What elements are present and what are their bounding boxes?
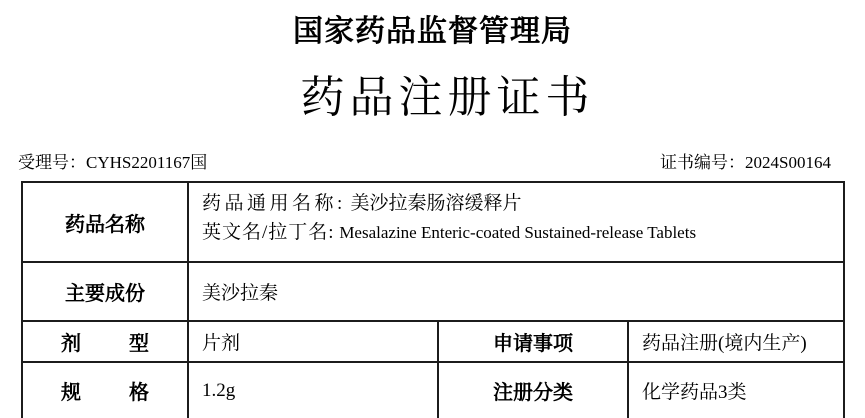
specification-label-cell <box>22 362 188 418</box>
table-row-drug-name <box>22 182 844 262</box>
issuing-authority-title: 国家药品监督管理局 <box>293 15 572 48</box>
english-name-value: Mesalazine Enteric-coated Sustained-release Tablets <box>339 223 697 242</box>
generic-name-line <box>202 189 835 218</box>
application-item-value-cell: 药品注册(境内生产) <box>628 321 844 362</box>
drug-name-label-cell: 药品名称 <box>22 182 188 262</box>
dosage-form-value-cell: 片剂 <box>188 321 438 362</box>
english-name-line <box>202 218 835 247</box>
table-row-dosage-form <box>22 321 844 362</box>
drug-name-value-cell <box>188 182 844 262</box>
generic-name-label: 药品通用名称: <box>202 193 346 214</box>
generic-name-value: 美沙拉秦肠溶缓释片 <box>350 193 522 214</box>
specification-label-char2: 格 <box>129 382 149 404</box>
dosage-form-label <box>61 327 149 356</box>
dosage-form-label-cell <box>22 321 188 362</box>
main-ingredient-label-cell: 主要成份 <box>22 262 188 321</box>
specification-value-cell: 1.2g <box>188 362 438 418</box>
acceptance-number-value: CYHS2201167国 <box>86 153 208 172</box>
application-item-label-cell: 申请事项 <box>438 321 628 362</box>
acceptance-number <box>18 152 207 174</box>
table-row-specification <box>22 362 844 418</box>
certificate-number-value: 2024S00164 <box>745 153 831 172</box>
certificate-number-label: 证书编号： <box>660 153 746 172</box>
certificate-number <box>660 152 831 174</box>
acceptance-number-label: 受理号： <box>18 153 86 172</box>
specification-label-char1: 规 <box>61 382 81 404</box>
dosage-form-label-char2: 型 <box>129 333 149 355</box>
registration-category-label-cell: 注册分类 <box>438 362 628 418</box>
main-ingredient-value-cell: 美沙拉秦 <box>188 262 844 321</box>
meta-row <box>0 152 865 174</box>
certificate-table <box>21 181 845 418</box>
specification-label <box>61 376 149 405</box>
document-title: 药品注册证书 <box>300 73 595 122</box>
english-name-label: 英文名/拉丁名: <box>202 222 335 243</box>
dosage-form-label-char1: 剂 <box>61 333 81 355</box>
table-row-main-ingredient <box>22 262 844 321</box>
registration-category-value-cell: 化学药品3类 <box>628 362 844 418</box>
